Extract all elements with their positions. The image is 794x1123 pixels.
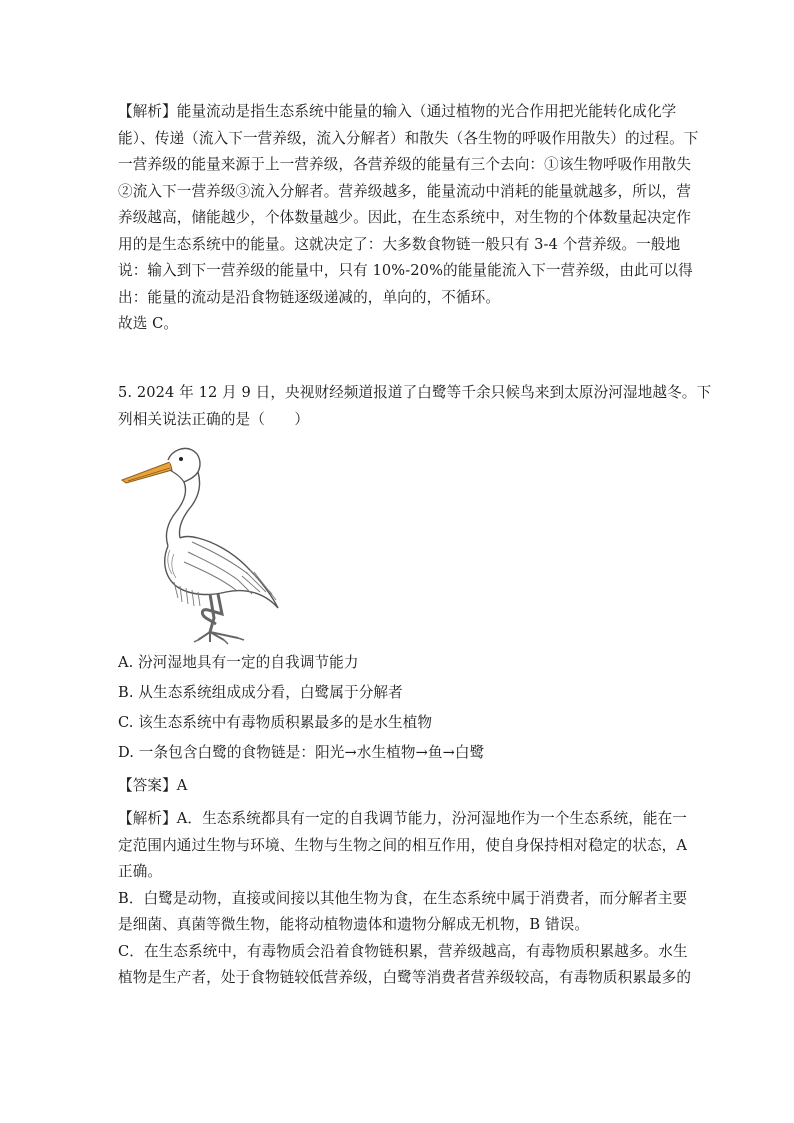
previous-analysis-line: 一营养级的能量来源于上一营养级，各营养级的能量有三个去向：①该生物呼吸作用散失 <box>118 156 692 173</box>
egret-illustration <box>118 442 294 648</box>
option-c: C. 该生态系统中有毒物质积累最多的是水生植物 <box>118 714 433 731</box>
analysis-line: 【解析】A．生态系统都具有一定的自我调节能力，汾河湿地作为一个生态系统，能在一 <box>118 810 688 827</box>
previous-analysis-line: 出：能量的流动是沿食物链逐级递减的，单向的，不循环。 <box>118 288 501 306</box>
option-d: D. 一条包含白鹭的食物链是：阳光→水生植物→鱼→白鹭 <box>118 744 485 761</box>
question-stem-line: 5. 2024 年 12 月 9 日，央视财经频道报道了白鹭等千余只候鸟来到太原汾河湿地越冬。下 <box>118 384 712 401</box>
analysis-line: 正确。 <box>118 863 163 880</box>
analysis-line: 是细菌、真菌等微生物，能将动植物遗体和遗物分解成无机物，B 错误。 <box>118 916 590 933</box>
analysis-line: 植物是生产者，处于食物链较低营养级，白鹭等消费者营养级较高，有毒物质积累最多的 <box>118 969 692 986</box>
previous-analysis-line: 用的是生态系统中的能量。这就决定了：大多数食物链一般只有 3-4 个营养级。一般地 <box>118 235 681 253</box>
previous-analysis-line: 养级越高，储能越少，个体数量越少。因此，在生态系统中，对生物的个体数量起决定作 <box>118 209 692 226</box>
analysis <box>118 806 692 992</box>
question-stem-line: 列相关说法正确的是（ ） <box>118 410 310 428</box>
question-options <box>118 648 674 768</box>
previous-analysis-line: 能）、传递（流入下一营养级，流入分解者）和散失（各生物的呼吸作用散失）的过程。下 <box>118 129 699 147</box>
answer-label: 【答案】A <box>118 777 188 794</box>
option-b: B. 从生态系统组成成分看，白鹭属于分解者 <box>118 684 403 701</box>
previous-analysis-line: ②流入下一营养级③流入分解者。营养级越多，能量流动中消耗的能量就越多，所以，营 <box>118 182 692 200</box>
previous-analysis-line: 【解析】能量流动是指生态系统中能量的输入（通过植物的光合作用把光能转化成化学 <box>118 103 677 120</box>
analysis-line: 定范围内通过生物与环境、生物与生物之间的相互作用，使自身保持相对稳定的状态，A <box>118 836 688 854</box>
option-a: A. 汾河湿地具有一定的自我调节能力 <box>118 654 359 671</box>
analysis-line: C．在生态系统中，有毒物质会沿着食物链积累，营养级越高，有毒物质积累越多。水生 <box>118 942 688 960</box>
analysis-line: B．白鹭是动物，直接或间接以其他生物为食，在生态系统中属于消费者，而分解者主要 <box>118 889 688 907</box>
question-stem <box>118 380 712 433</box>
previous-analysis <box>118 99 699 338</box>
answer <box>118 773 674 800</box>
previous-answer-line: 故选 C。 <box>118 315 179 332</box>
previous-analysis-line: 说：输入到下一营养级的能量中，只有 10%-20%的能量能流入下一营养级，由此可以得 <box>118 262 693 279</box>
